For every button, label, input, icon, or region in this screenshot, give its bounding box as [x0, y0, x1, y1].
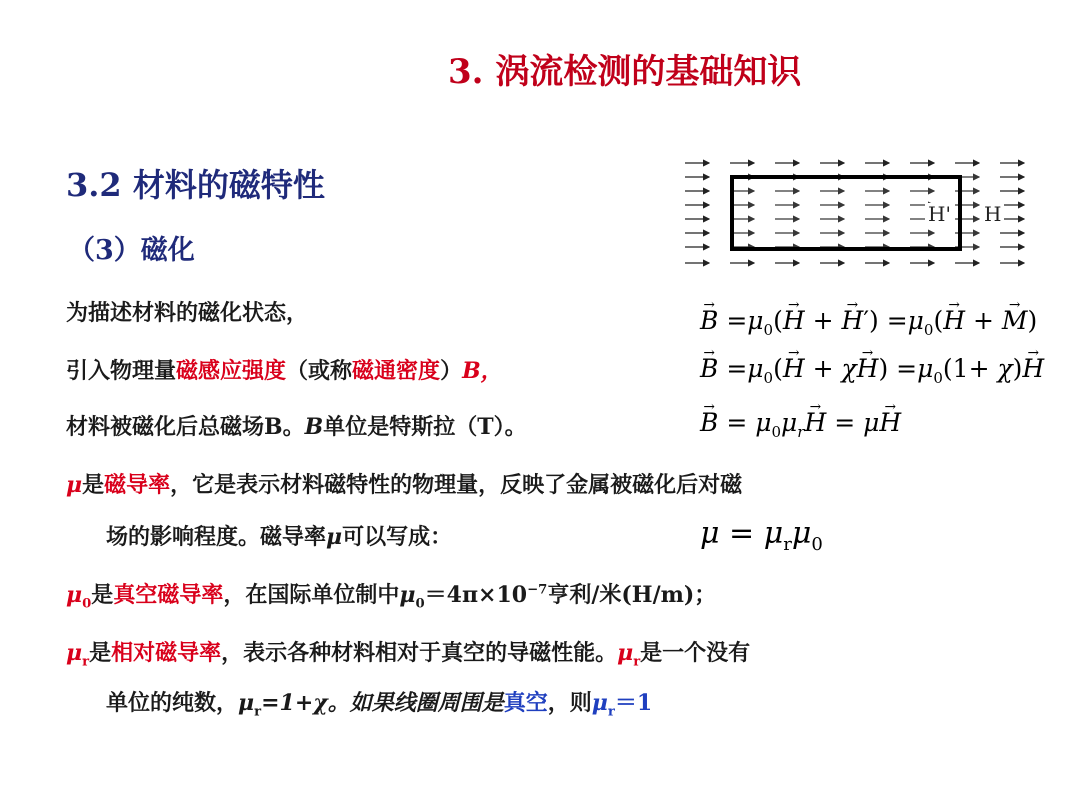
text-line-5: 场的影响程度。磁导率μ可以写成：: [106, 524, 453, 550]
text-line-6: $\mu_0$是真空磁导率，在国际单位制中$\mu_0=4\pi\times 10^{-7}$亨利/米(H/m)；: [66, 582, 717, 612]
text-line-3: 材料被磁化后总磁场B。B单位是特斯拉（T）。: [66, 414, 527, 440]
section-heading: 3.2 材料的磁特性: [66, 166, 325, 204]
equation-mu-product: $\mu = \mu_r\mu_0$: [700, 516, 823, 555]
label-h: H: [984, 202, 1002, 226]
subsection-heading: （3）磁化: [68, 235, 195, 266]
equation-b-h-hprime: → $B =\mu_0(\to H$ + → $H') =\mu_0(\to H$ + → M): [700, 306, 1037, 339]
equation-b-chi: → $B =\mu_0(\to H + \chi\to H) =\mu_0(1+ \chi)\to H$: [700, 354, 1044, 387]
text-line-4: μ是磁导率，它是表示材料磁特性的物理量，反映了金属被磁化后对磁: [66, 472, 743, 498]
magnetization-diagram: [680, 155, 1036, 275]
text-line-1: 为描述材料的磁化状态，: [66, 300, 309, 326]
page-title: 3. 涡流检测的基础知识: [448, 52, 802, 92]
label-h-prime: H': [928, 202, 951, 226]
equation-b-mu-h: → $B = \mu_0\mu_r\to H = \mu\to H$: [700, 408, 901, 441]
text-line-7: $\mu_r$是相对磁导率，表示各种材料相对于真空的导磁性能。$\mu_r$是一个没有: [66, 640, 751, 670]
text-line-8: 单位的纯数，$\mu_r=1+\chi$。如果线圈周围是真空，则$\mu_r=1$: [106, 690, 653, 720]
text-line-2: 引入物理量磁感应强度（或称磁通密度）B，: [66, 358, 503, 384]
